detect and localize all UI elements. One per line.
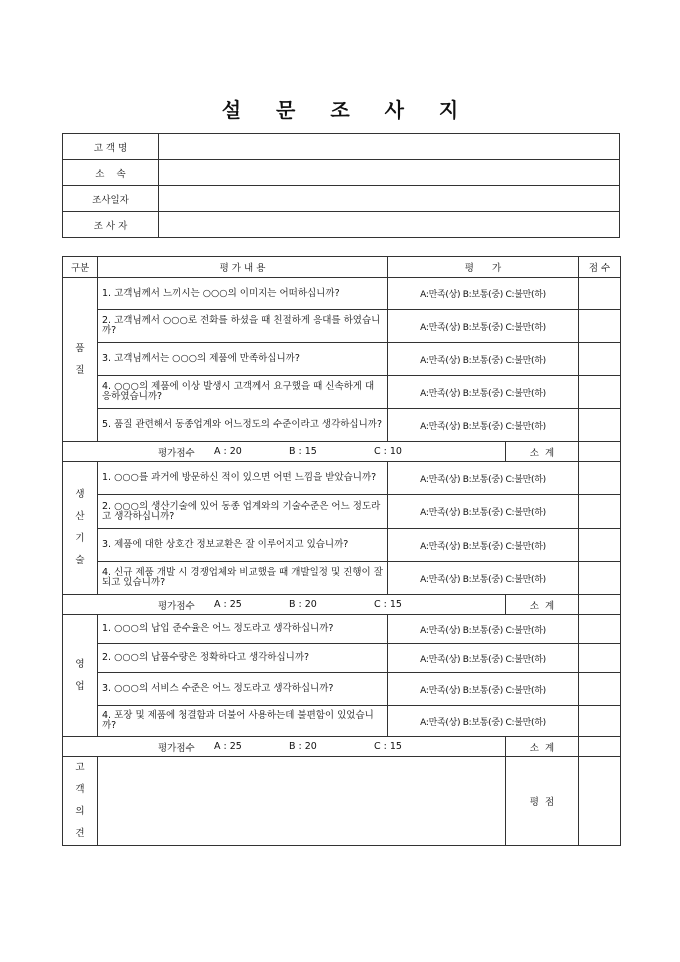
score-field[interactable]	[579, 706, 621, 737]
survey-date-field[interactable]	[159, 186, 620, 212]
info-row-surveyor	[63, 212, 620, 238]
survey-table	[62, 256, 621, 846]
score-c: C : 15	[374, 741, 402, 752]
question-row	[63, 376, 621, 409]
question-row	[63, 310, 621, 343]
rating-options[interactable]: A:만족(상) B:보통(중) C:불만(하)	[388, 409, 579, 442]
score-field[interactable]	[579, 495, 621, 529]
question-row	[63, 529, 621, 562]
question-row	[63, 409, 621, 442]
rating-options[interactable]: A:만족(상) B:보통(중) C:불만(하)	[388, 644, 579, 673]
customer-opinion-field[interactable]	[98, 757, 506, 846]
header-score: 점 수	[579, 257, 621, 278]
info-row-date	[63, 186, 620, 212]
header-eval: 평 가	[388, 257, 579, 278]
question-row	[63, 706, 621, 737]
question-text: 2. ○○○의 생산기술에 있어 동종 업계와의 기술수준은 어느 정도라고 생각하십니까?	[98, 495, 388, 529]
question-text: 4. ○○○의 제품에 이상 발생시 고객께서 요구했을 때 신속하게 대응하였습니까?	[98, 376, 388, 409]
question-row	[63, 495, 621, 529]
rating-options[interactable]: A:만족(상) B:보통(중) C:불만(하)	[388, 310, 579, 343]
question-text: 5. 품질 관련해서 동종업계와 어느정도의 수준이라고 생각하십니까?	[98, 409, 388, 442]
question-row	[63, 278, 621, 310]
subtotal-label: 소 계	[506, 737, 579, 757]
score-field[interactable]	[579, 615, 621, 644]
rating-options[interactable]: A:만족(상) B:보통(중) C:불만(하)	[388, 278, 579, 310]
page-title: 설 문 조 사 지	[221, 98, 473, 122]
question-row	[63, 644, 621, 673]
question-row	[63, 562, 621, 595]
score-criteria	[63, 595, 506, 615]
rating-options[interactable]: A:만족(상) B:보통(중) C:불만(하)	[388, 529, 579, 562]
score-criteria	[63, 737, 506, 757]
score-field[interactable]	[579, 529, 621, 562]
info-label: 소 속	[63, 160, 159, 186]
question-text: 2. 고객님께서 ○○○로 전화를 하셨을 때 친절하게 응대를 하였습니까?	[98, 310, 388, 343]
score-field[interactable]	[579, 462, 621, 495]
section-score-row	[63, 442, 621, 462]
rating-field[interactable]	[579, 757, 621, 846]
question-text: 1. 고객님께서 느끼시는 ○○○의 이미지는 어떠하십니까?	[98, 278, 388, 310]
score-field[interactable]	[579, 644, 621, 673]
section-category: 생산기술	[63, 462, 98, 595]
subtotal-label: 소 계	[506, 595, 579, 615]
score-a: A : 25	[214, 599, 242, 610]
affiliation-field[interactable]	[159, 160, 620, 186]
question-text: 1. ○○○의 납입 준수율은 어느 정도라고 생각하십니까?	[98, 615, 388, 644]
score-field[interactable]	[579, 310, 621, 343]
rating-options[interactable]: A:만족(상) B:보통(중) C:불만(하)	[388, 462, 579, 495]
score-label: 평가점수	[158, 600, 195, 612]
score-label: 평가점수	[158, 447, 195, 459]
rating-options[interactable]: A:만족(상) B:보통(중) C:불만(하)	[388, 673, 579, 706]
question-text: 1. ○○○를 과거에 방문하신 적이 있으면 어떤 느낌을 받았습니까?	[98, 462, 388, 495]
score-criteria	[63, 442, 506, 462]
rating-options[interactable]: A:만족(상) B:보통(중) C:불만(하)	[388, 495, 579, 529]
score-b: B : 20	[289, 599, 317, 610]
question-row	[63, 673, 621, 706]
question-text: 4. 신규 제품 개발 시 경쟁업체와 비교했을 때 개발일정 및 진행이 잘 되고 있습니까?	[98, 562, 388, 595]
score-label: 평가점수	[158, 742, 195, 754]
rating-options[interactable]: A:만족(상) B:보통(중) C:불만(하)	[388, 562, 579, 595]
score-c: C : 15	[374, 599, 402, 610]
info-label: 조 사 자	[63, 212, 159, 238]
subtotal-field[interactable]	[579, 737, 621, 757]
score-b: B : 20	[289, 741, 317, 752]
section-category: 영업	[63, 615, 98, 737]
header-content: 평 가 내 용	[98, 257, 388, 278]
section-score-row	[63, 737, 621, 757]
question-row	[63, 462, 621, 495]
subtotal-field[interactable]	[579, 595, 621, 615]
survey-header-row	[63, 257, 621, 278]
score-b: B : 15	[289, 446, 317, 457]
info-row-affiliation	[63, 160, 620, 186]
score-field[interactable]	[579, 562, 621, 595]
surveyor-field[interactable]	[159, 212, 620, 238]
score-field[interactable]	[579, 673, 621, 706]
info-label: 조사일자	[63, 186, 159, 212]
opinion-row	[63, 757, 621, 846]
score-a: A : 20	[214, 446, 242, 457]
rating-options[interactable]: A:만족(상) B:보통(중) C:불만(하)	[388, 615, 579, 644]
score-field[interactable]	[579, 278, 621, 310]
rating-label: 평 점	[506, 757, 579, 846]
question-text: 3. 고객님께서는 ○○○의 제품에 만족하십니까?	[98, 343, 388, 376]
score-field[interactable]	[579, 343, 621, 376]
score-field[interactable]	[579, 409, 621, 442]
question-row	[63, 343, 621, 376]
info-label: 고 객 명	[63, 134, 159, 160]
section-category: 품질	[63, 278, 98, 442]
question-row	[63, 615, 621, 644]
question-text: 2. ○○○의 납품수량은 정확하다고 생각하십니까?	[98, 644, 388, 673]
question-text: 3. 제품에 대한 상호간 정보교환은 잘 이루어지고 있습니까?	[98, 529, 388, 562]
subtotal-label: 소 계	[506, 442, 579, 462]
question-text: 4. 포장 및 제품에 청결함과 더불어 사용하는데 불편함이 있었습니까?	[98, 706, 388, 737]
subtotal-field[interactable]	[579, 442, 621, 462]
customer-name-field[interactable]	[159, 134, 620, 160]
rating-options[interactable]: A:만족(상) B:보통(중) C:불만(하)	[388, 706, 579, 737]
rating-options[interactable]: A:만족(상) B:보통(중) C:불만(하)	[388, 343, 579, 376]
score-a: A : 25	[214, 741, 242, 752]
info-row-customer	[63, 134, 620, 160]
score-c: C : 10	[374, 446, 402, 457]
opinion-label: 고객의견	[63, 757, 98, 846]
section-score-row	[63, 595, 621, 615]
score-field[interactable]	[579, 376, 621, 409]
customer-info-table	[62, 133, 620, 238]
rating-options[interactable]: A:만족(상) B:보통(중) C:불만(하)	[388, 376, 579, 409]
header-category: 구분	[63, 257, 98, 278]
question-text: 3. ○○○의 서비스 수준은 어느 정도라고 생각하십니까?	[98, 673, 388, 706]
